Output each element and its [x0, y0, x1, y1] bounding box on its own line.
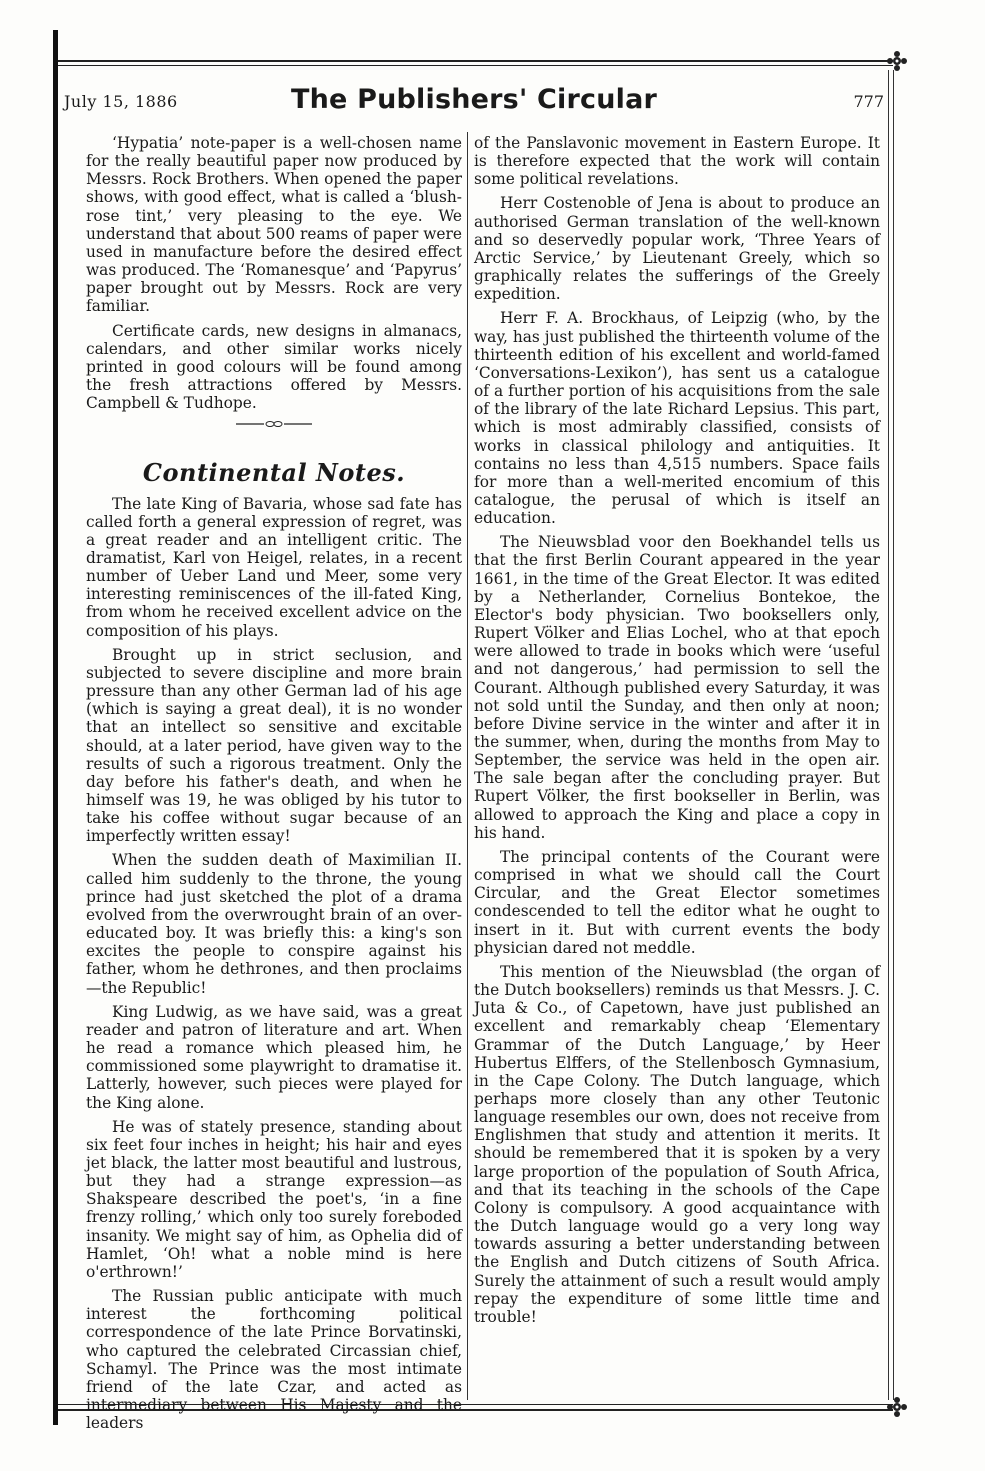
top-rule-thin — [58, 65, 893, 66]
left-column — [86, 134, 462, 1438]
issue-date: July 15, 1886 — [64, 92, 178, 111]
article-paragraph: The principal contents of the Courant were comprised in what we should call the Court Circular, and the Great Elector sometimes condescended to tell the editor what he ought to insert in it. But with current events the body physician dared not meddle. — [474, 847, 880, 957]
left-margin-bar — [53, 30, 58, 1425]
article-paragraph: The Nieuwsblad voor den Boekhandel tells us that the first Berlin Courant appeared in the year 1661, in the time of the Great Elector. It was edited by a Netherlander, Cornelius Bontekoe, the Elector's body physician. Two booksellers only, Rupert Völker and Elias Lochel, who at that epoch were allowed to trade in books which were ‘useful and not dangerous,’ had permission to sell the Courant. Although published every Saturday, it was not sold until the Sunday, and then only at noon; before Divine service in the winter and after it in the summer, when, during the months from May to September, the service was held in the open air. The sale began after the concluding prayer. But Rupert Völker, the first bookseller in Berlin, was allowed to approach the King and place a copy in his hand. — [474, 533, 880, 842]
section-heading: Continental Notes. — [142, 458, 406, 488]
right-border-rule-outer — [893, 70, 894, 1400]
article-paragraph: Certificate cards, new designs in almanacs, calendars, and other similar works nicely printed in good colours will be found among the fresh attractions offered by Messrs. Campbell & Tudhope. — [86, 321, 462, 413]
column-divider — [467, 132, 468, 1400]
article-paragraph: He was of stately presence, standing about six feet four inches in height; his hair and eyes jet black, the latter most beautiful and lustrous, but they had a strange expression—as Shakspeare described the poet's, ‘in a fine frenzy rolling,’ which only too surely foreboded insanity. We might say of him, as Ophelia did of Hamlet, ‘Oh! what a noble mind is here o'erthrown!’ — [86, 1117, 462, 1281]
article-paragraph: ‘Hypatia’ note-paper is a well-chosen name for the really beautiful paper now produced by Messrs. Rock Brothers. When opened the paper shows, with good effect, what is called a ‘blush-rose tint,’ very pleasing to the eye. We understand that about 500 reams of paper were used in manufacture before the desired effect was produced. The ‘Romanesque’ and ‘Papyrus’ paper brought out by Messrs. Rock are very familiar. — [86, 134, 462, 316]
article-paragraph: King Ludwig, as we have said, was a great reader and patron of literature and art. When he read a romance which pleased him, he commissioned some playwright to dramatise it. Latterly, however, such pieces were played for the King alone. — [86, 1002, 462, 1112]
fleuron-icon — [886, 50, 908, 72]
publication-title: The Publishers' Circular — [290, 84, 658, 115]
article-paragraph: The Russian public anticipate with much interest the forthcoming political correspondence of the late Prince Borvatinski, who captured the celebrated Circassian chief, Schamyl. The Prince was the most intimate friend of the late Czar, and acted as intermediary between His Majesty and the leaders — [86, 1287, 462, 1433]
article-paragraph: This mention of the Nieuwsblad (the organ of the Dutch booksellers) reminds us that Messrs. J. C. Juta & Co., of Capetown, have just published an excellent and remarkably cheap ‘Elementary Grammar of the Dutch Language,’ by Heer Hubertus Elffers, of the Stellenbosch Gymnasium, in the Cape Colony. The Dutch language, which perhaps more closely than any other Teutonic language resembles our own, does not receive from Englishmen that study and attention it merits. It should be remembered that it is spoken by a very large proportion of the population of South Africa, and that its teaching in the schools of the Cape Colony is compulsory. A good acquaintance with the Dutch language would go a very long way towards assuring a better understanding between the English and Dutch citizens of South Africa. Surely the attainment of such a result would amply repay the expenditure of some little time and trouble! — [474, 962, 880, 1326]
page-number: 777 — [853, 92, 884, 111]
right-border-rule — [888, 70, 889, 1400]
article-paragraph: Herr Costenoble of Jena is about to produce an authorised German translation of the well-known and so deservedly popular work, ‘Three Years of Arctic Service,’ by Lieutenant Greely, which so graphically relates the sufferings of the Greely expedition. — [474, 194, 880, 304]
right-column — [474, 134, 880, 1332]
section-divider-ornament — [234, 418, 314, 430]
article-paragraph: Brought up in strict seclusion, and subjected to severe discipline and more brain pressure than any other German lad of his age (which is saying a great deal), it is no wonder that an intellect so sensitive and excitable should, at a later period, have given way to the results of such a rigorous treatment. Only the day before his father's death, and when he himself was 19, he was obliged by his tutor to take his coffee without sugar because of an imperfectly written essay! — [86, 645, 462, 846]
page-header — [64, 84, 884, 120]
article-paragraph: The late King of Bavaria, whose sad fate has called forth a general expression of regret, was a great reader and an intelligent critic. The dramatist, Karl von Heigel, relates, in a recent number of Ueber Land und Meer, some very interesting reminiscences of the ill-fated King, from whom he received excellent advice on the composition of his plays. — [86, 494, 462, 640]
top-rule — [58, 60, 893, 62]
article-paragraph: Herr F. A. Brockhaus, of Leipzig (who, by the way, has just published the thirteenth volume of the thirteenth edition of his excellent and world-famed ‘Conversations-Lexikon’), has sent us a catalogue of a further portion of his acquisitions from the sale of the library of the late Richard Lepsius. This part, which is most admirably classified, consists of works in classical philology and antiquities. It contains no less than 4,515 numbers. Space fails for more than a well-merited encomium of this catalogue, the perusal of which is itself an education. — [474, 309, 880, 528]
fleuron-icon — [886, 1396, 908, 1418]
article-paragraph: of the Panslavonic movement in Eastern Europe. It is therefore expected that the work will contain some political revelations. — [474, 134, 880, 189]
article-paragraph: When the sudden death of Maximilian II. called him suddenly to the throne, the young prince had just sketched the plot of a drama evolved from the overwrought brain of an over-educated boy. It was briefly this: a king's son excites the people to conspire against his father, whom he dethrones, and then proclaims—the Republic! — [86, 851, 462, 997]
